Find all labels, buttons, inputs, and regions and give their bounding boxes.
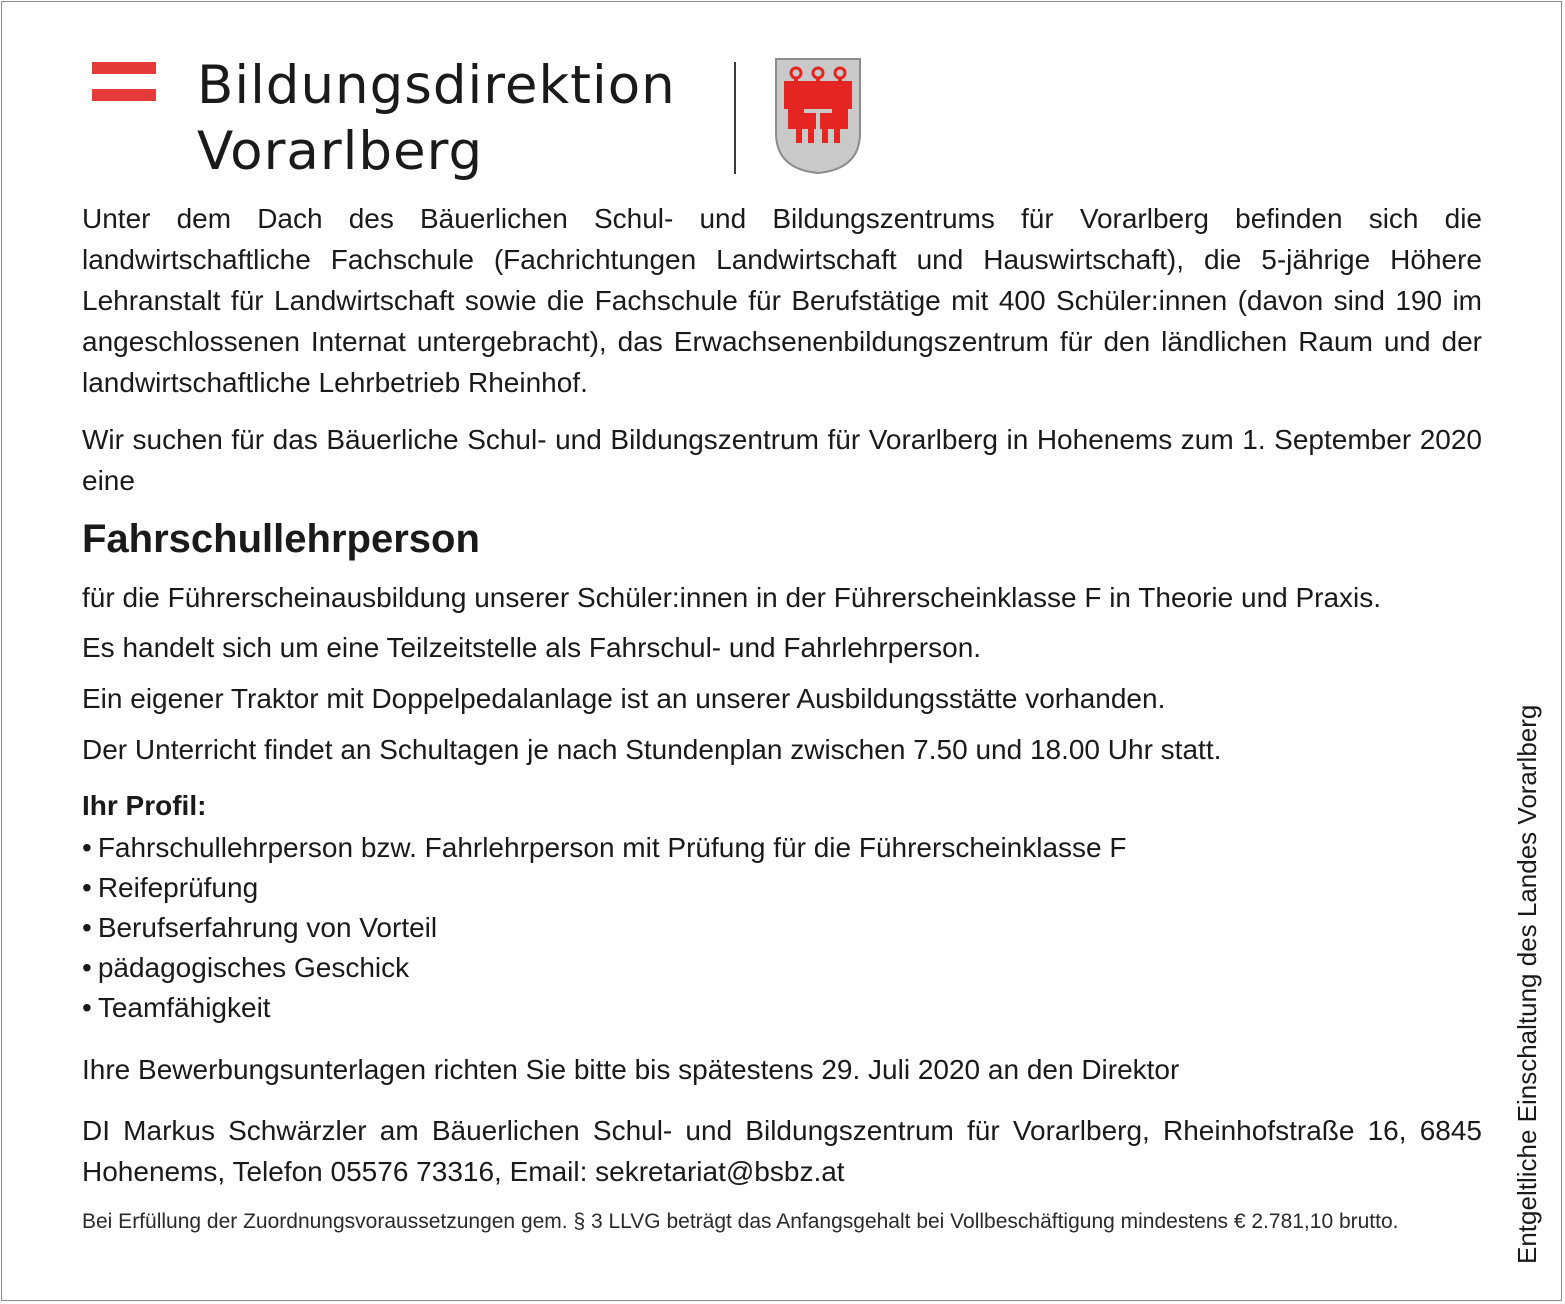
profile-list [82, 828, 1127, 1028]
profile-item: • Teamfähigkeit [82, 988, 1127, 1028]
side-note: Entgeltliche Einschaltung des Landes Vorarlberg [1512, 704, 1542, 1264]
application-contact: DI Markus Schwärzler am Bäuerlichen Schul- und Bildungszentrum für Vorarlberg, Rheinhofstraße 16, 6845 Hohenems, Telefon 05576 73316, Email: sekretariat@bsbz.at [82, 1115, 1482, 1187]
salary-footnote: Bei Erfüllung der Zuordnungsvoraussetzungen gem. § 3 LLVG beträgt das Anfangsgehalt bei Vollbeschäftigung mindestens € 2.781,10 brutto. [82, 1210, 1399, 1233]
profile-item: • Fahrschullehrperson bzw. Fahrlehrperson mit Prüfung für die Führerscheinklasse F [82, 828, 1127, 868]
profile-item: • Reifeprüfung [82, 868, 1127, 908]
intro-paragraph: Unter dem Dach des Bäuerlichen Schul- und Bildungszentrums für Vorarlberg befinden sich die landwirtschaftliche Fachschule (Fachrichtungen Landwirtschaft und Hauswirtschaft), die 5-jährige Höhere Lehranstalt für Landwirtschaft sowie die Fachschule für Berufstätige mit 400 Schüler:innen (davon sind 190 im angeschlossenen Internat untergebracht), das Erwachsenenbildungszentrum für den ländlichen Raum und der landwirtschaftliche Lehrbetrieb Rheinhof. [82, 203, 1482, 398]
vorarlberg-crest-icon [774, 57, 862, 175]
application-deadline: Ihre Bewerbungsunterlagen richten Sie bitte bis spätestens 29. Juli 2020 an den Direktor [82, 1054, 1180, 1085]
job-line: Der Unterricht findet an Schultagen je nach Stundenplan zwischen 7.50 und 18.00 Uhr statt. [82, 734, 1222, 765]
job-line: Es handelt sich um eine Teilzeitstelle als Fahrschul- und Fahrlehrperson. [82, 632, 982, 663]
search-paragraph: Wir suchen für das Bäuerliche Schul- und Bildungszentrum für Vorarlberg in Hohenems zum 1. September 2020 eine [82, 424, 1482, 496]
org-name [197, 53, 676, 185]
profile-item: • pädagogisches Geschick [82, 948, 1127, 988]
profile-heading: Ihr Profil: [82, 790, 207, 821]
org-name-line1: Bildungsdirektion [197, 55, 676, 116]
logo-divider [734, 62, 736, 174]
job-line: für die Führerscheinausbildung unserer Schüler:innen in der Führerscheinklasse F in Theorie und Praxis. [82, 582, 1382, 613]
austria-flag-logo [92, 62, 156, 102]
profile-item: • Berufserfahrung von Vorteil [82, 908, 1127, 948]
job-title: Fahrschullehrperson [82, 517, 480, 561]
org-name-line2: Vorarlberg [197, 121, 484, 182]
job-line: Ein eigener Traktor mit Doppelpedalanlage ist an unserer Ausbildungsstätte vorhanden. [82, 683, 1166, 714]
